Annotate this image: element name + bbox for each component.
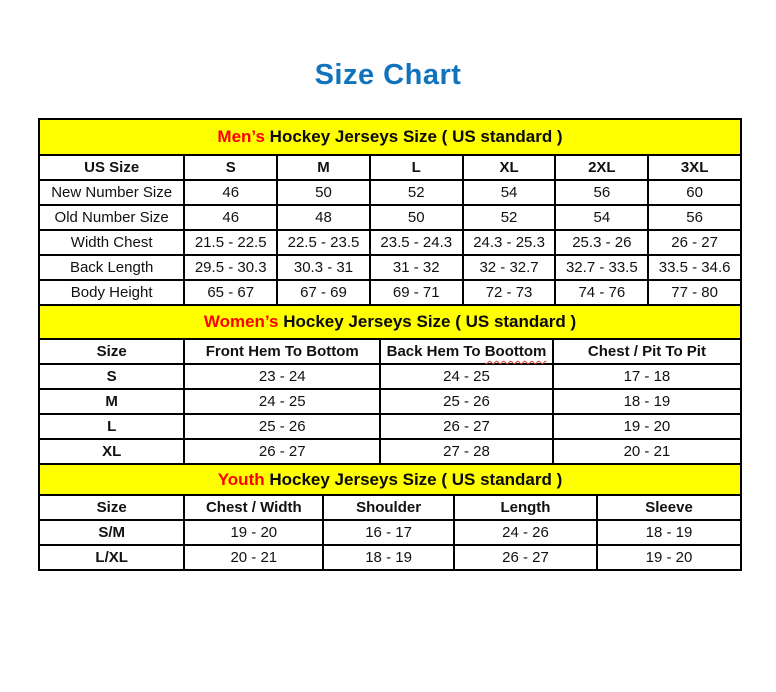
youth-cell: 19 - 20: [184, 520, 323, 545]
mens-cell: 77 - 80: [648, 280, 741, 305]
mens-cell: 21.5 - 22.5: [184, 230, 277, 255]
mens-row-label: Body Height: [39, 280, 184, 305]
mens-cell: 33.5 - 34.6: [648, 255, 741, 280]
womens-cell: 18 - 19: [553, 389, 741, 414]
womens-cell: 27 - 28: [380, 439, 553, 464]
mens-cell: 29.5 - 30.3: [184, 255, 277, 280]
womens-size-table: [38, 304, 742, 465]
womens-column-header: Back Hem To Boottom: [380, 339, 553, 364]
mens-cell: 52: [463, 205, 556, 230]
mens-column-header: S: [184, 155, 277, 180]
mens-column-header: XL: [463, 155, 556, 180]
mens-row-label: Back Length: [39, 255, 184, 280]
mens-cell: 60: [648, 180, 741, 205]
womens-cell: 20 - 21: [553, 439, 741, 464]
womens-column-header-row: [39, 339, 741, 364]
mens-cell: 56: [648, 205, 741, 230]
mens-section-heading-row: [39, 119, 741, 155]
womens-section-heading-row: [39, 305, 741, 339]
womens-table-row: [39, 389, 741, 414]
youth-row-label: S/M: [39, 520, 184, 545]
mens-size-table: [38, 118, 742, 306]
womens-table-row: [39, 364, 741, 389]
mens-table-body: [39, 180, 741, 305]
womens-column-header: Size: [39, 339, 184, 364]
mens-section-heading: [39, 119, 741, 155]
youth-cell: 18 - 19: [597, 520, 741, 545]
womens-row-label: S: [39, 364, 184, 389]
size-tables: [38, 118, 742, 571]
womens-table-body: [39, 364, 741, 464]
misspelled-word: Boottom: [484, 343, 547, 360]
womens-column-header: Front Hem To Bottom: [184, 339, 380, 364]
mens-cell: 32 - 32.7: [463, 255, 556, 280]
mens-cell: 50: [277, 180, 370, 205]
mens-row-label: Old Number Size: [39, 205, 184, 230]
mens-cell: 24.3 - 25.3: [463, 230, 556, 255]
mens-cell: 54: [463, 180, 556, 205]
youth-table-row: [39, 545, 741, 570]
youth-column-header: Size: [39, 495, 184, 520]
womens-column-header: Chest / Pit To Pit: [553, 339, 741, 364]
youth-column-header: Length: [454, 495, 597, 520]
womens-table-row: [39, 439, 741, 464]
mens-cell: 26 - 27: [648, 230, 741, 255]
youth-cell: 16 - 17: [323, 520, 454, 545]
mens-row-label: Width Chest: [39, 230, 184, 255]
youth-heading-rest: Hockey Jerseys Size ( US standard ): [264, 469, 563, 489]
youth-table-row: [39, 520, 741, 545]
womens-row-label: M: [39, 389, 184, 414]
womens-row-label: XL: [39, 439, 184, 464]
youth-row-label: L/XL: [39, 545, 184, 570]
youth-section-heading-row: [39, 464, 741, 495]
youth-column-header: Shoulder: [323, 495, 454, 520]
mens-cell: 54: [555, 205, 648, 230]
womens-cell: 25 - 26: [380, 389, 553, 414]
mens-table-row: [39, 255, 741, 280]
mens-table-row: [39, 180, 741, 205]
mens-table-row: [39, 280, 741, 305]
mens-cell: 65 - 67: [184, 280, 277, 305]
mens-column-header: 3XL: [648, 155, 741, 180]
mens-column-header-row: [39, 155, 741, 180]
mens-column-header: L: [370, 155, 463, 180]
mens-column-header: 2XL: [555, 155, 648, 180]
mens-cell: 22.5 - 23.5: [277, 230, 370, 255]
youth-column-header: Chest / Width: [184, 495, 323, 520]
womens-cell: 24 - 25: [380, 364, 553, 389]
mens-cell: 30.3 - 31: [277, 255, 370, 280]
mens-cell: 31 - 32: [370, 255, 463, 280]
womens-cell: 19 - 20: [553, 414, 741, 439]
mens-table-row: [39, 205, 741, 230]
mens-cell: 23.5 - 24.3: [370, 230, 463, 255]
mens-cell: 69 - 71: [370, 280, 463, 305]
womens-row-label: L: [39, 414, 184, 439]
mens-cell: 46: [184, 180, 277, 205]
page-title: Size Chart: [314, 59, 462, 91]
womens-cell: 25 - 26: [184, 414, 380, 439]
youth-cell: 24 - 26: [454, 520, 597, 545]
womens-heading-rest: Hockey Jerseys Size ( US standard ): [278, 312, 577, 331]
womens-cell: 26 - 27: [184, 439, 380, 464]
youth-column-header-row: [39, 495, 741, 520]
youth-cell: 19 - 20: [597, 545, 741, 570]
mens-table-row: [39, 230, 741, 255]
mens-cell: 74 - 76: [555, 280, 648, 305]
mens-heading-rest: Hockey Jerseys Size ( US standard ): [264, 127, 563, 146]
womens-section-heading: [39, 305, 741, 339]
youth-column-header: Sleeve: [597, 495, 741, 520]
mens-cell: 32.7 - 33.5: [555, 255, 648, 280]
youth-heading-accent: Youth: [217, 469, 265, 489]
womens-table-row: [39, 414, 741, 439]
mens-cell: 48: [277, 205, 370, 230]
youth-size-table: [38, 463, 742, 571]
mens-cell: 46: [184, 205, 277, 230]
mens-cell: 52: [370, 180, 463, 205]
mens-column-header: M: [277, 155, 370, 180]
youth-cell: 18 - 19: [323, 545, 454, 570]
womens-cell: 17 - 18: [553, 364, 741, 389]
mens-row-label: New Number Size: [39, 180, 184, 205]
mens-cell: 50: [370, 205, 463, 230]
womens-cell: 26 - 27: [380, 414, 553, 439]
mens-heading-accent: Men’s: [217, 127, 265, 146]
womens-heading-accent: Women’s: [203, 312, 279, 331]
mens-cell: 56: [555, 180, 648, 205]
youth-table-body: [39, 520, 741, 570]
womens-cell: 23 - 24: [184, 364, 380, 389]
youth-cell: 20 - 21: [184, 545, 323, 570]
mens-cell: 25.3 - 26: [555, 230, 648, 255]
mens-cell: 67 - 69: [277, 280, 370, 305]
youth-cell: 26 - 27: [454, 545, 597, 570]
mens-cell: 72 - 73: [463, 280, 556, 305]
womens-cell: 24 - 25: [184, 389, 380, 414]
youth-section-heading: [39, 464, 741, 495]
mens-column-header: US Size: [39, 155, 184, 180]
